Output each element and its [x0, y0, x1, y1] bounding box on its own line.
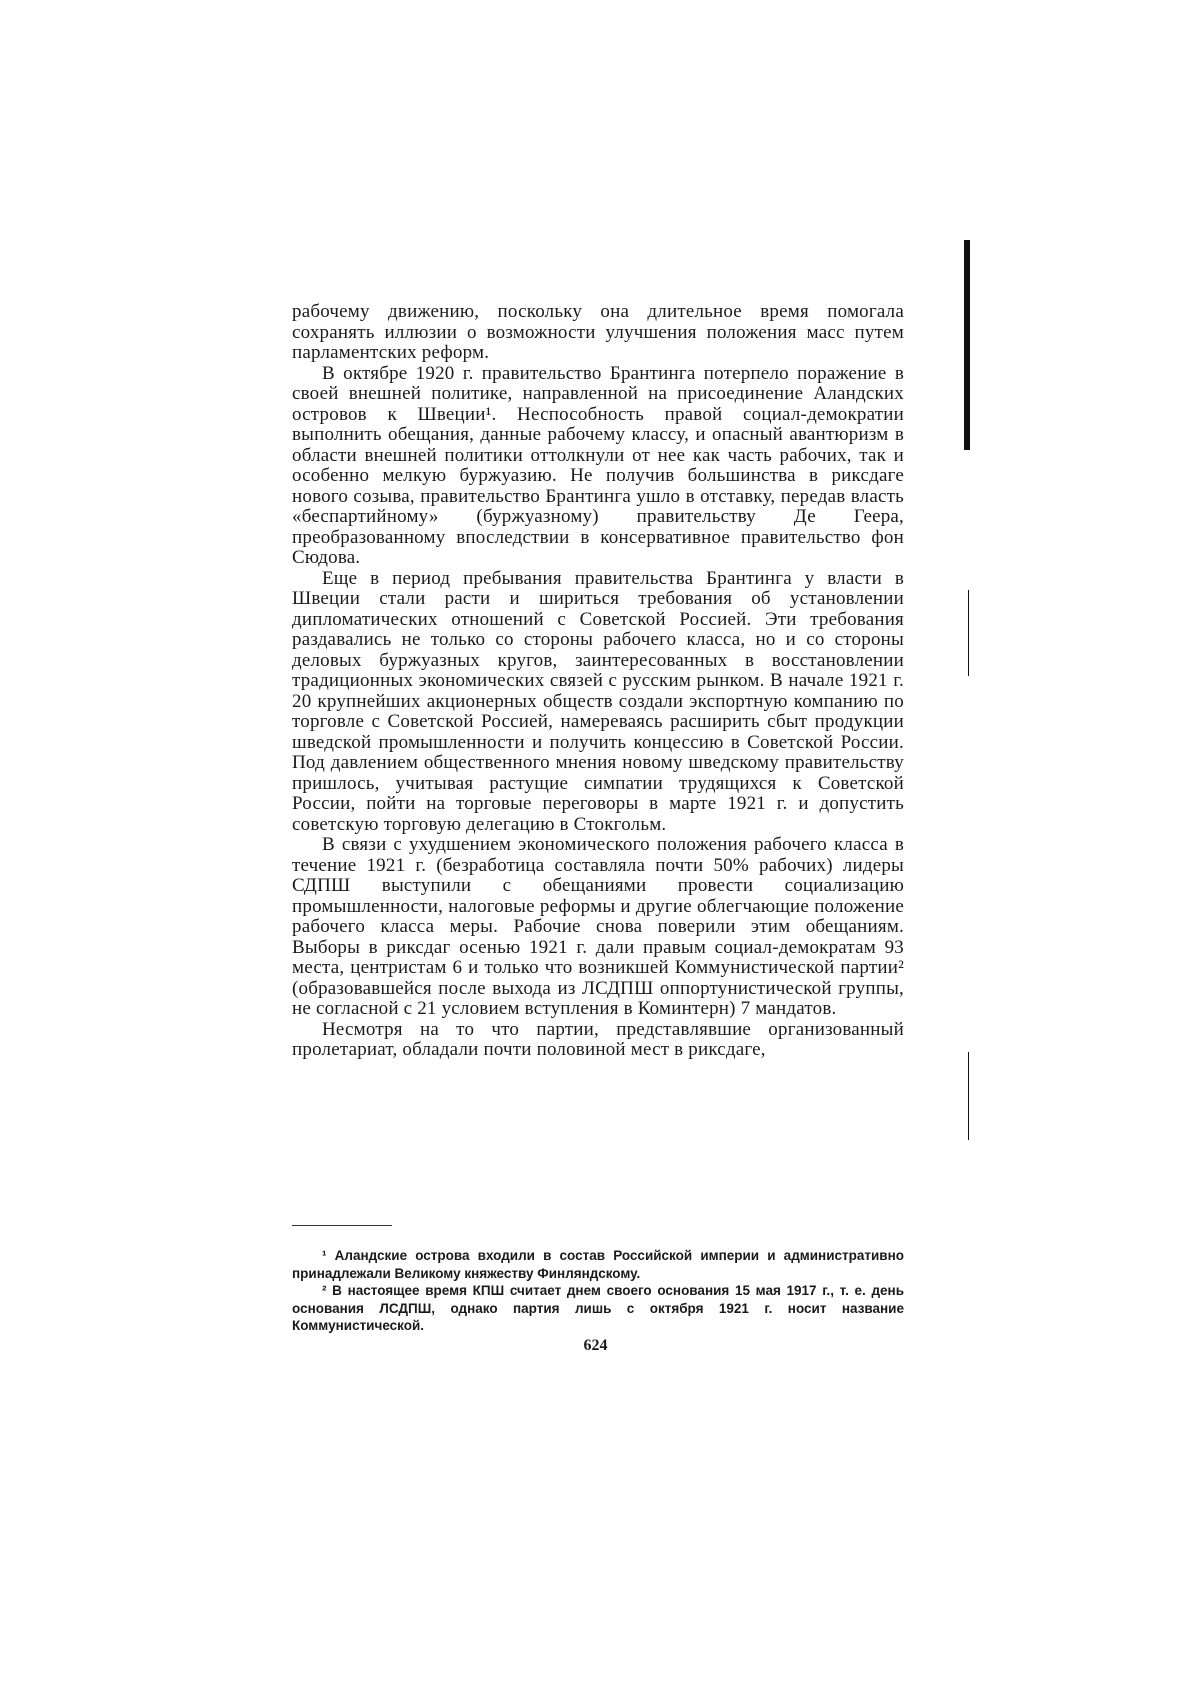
paragraph: Несмотря на то что партии, представлявшие организованный пролетариат, обладали почти половиной мест в риксдаге, [292, 1018, 904, 1060]
paragraph: В октябре 1920 г. правительство Брантинга потерпело поражение в своей внешней политике, направленной на присоединение Аландских островов к Швеции¹. Неспособность правой социал-демократии выполнить обещания, данные рабочему классу, и опасный авантюризм в области внешней политики оттолкнули от нее как часть рабочих, так и особенно мелкую буржуазию. Не получив большинства в риксдаге нового созыва, правительство Брантинга ушло в отставку, передав власть «беспартийному» (буржуазному) правительству Де Геера, преобразованному впоследствии в консервативное правительство фон Сюдова. [292, 362, 904, 568]
margin-line [968, 1052, 969, 1140]
margin-bar [964, 240, 970, 450]
footnote-divider [292, 1225, 392, 1226]
footnote: ² В настоящее время КПШ считает днем своего основания 15 мая 1917 г., т. е. день основания ЛСДПШ, однако партия лишь с октября 1921 г. носит название Коммунистической. [292, 1283, 904, 1333]
footnote: ¹ Аландские острова входили в состав Российской империи и административно принадлежали Великому княжеству Финляндскому. [292, 1248, 904, 1281]
paragraph: В связи с ухудшением экономического положения рабочего класса в течение 1921 г. (безработица составляла почти 50% рабочих) лидеры СДПШ выступили с обещаниями провести социализацию промышленности, налоговые реформы и другие облегчающие положение рабочего класса меры. Рабочие снова поверили этим обещаниям. Выборы в риксдаг осенью 1921 г. дали правым социал-демократам 93 места, центристам 6 и только что возникшей Коммунистической партии² (образовавшейся после выхода из ЛСДПШ оппортунистической группы, не согласной с 21 условием вступления в Коминтерн) 7 мандатов. [292, 834, 904, 1019]
main-text [292, 302, 904, 1061]
margin-line [968, 590, 969, 676]
page-number: 624 [583, 1337, 608, 1354]
paragraph: рабочему движению, поскольку она длительное время помогала сохранять иллюзии о возможности улучшения положения масс путем парламентских реформ. [292, 301, 904, 363]
footnotes [292, 1247, 904, 1335]
paragraph: Еще в период пребывания правительства Брантинга у власти в Швеции стали расти и шириться требования об установлении дипломатических отношений с Советской Россией. Эти требования раздавались не только со стороны рабочего класса, но и со стороны деловых буржуазных кругов, заинтересованных в восстановлении традиционных экономических связей с русским рынком. В начале 1921 г. 20 крупнейших акционерных обществ создали экспортную компанию по торговле с Советской Россией, намереваясь расширить сбыт продукции шведской промышленности и получить концессию в Советской России. Под давлением общественного мнения новому шведскому правительству пришлось, учитывая растущие симпатии трудящихся к Советской России, пойти на торговые переговоры в марте 1921 г. и допустить советскую торговую делегацию в Стокгольм. [292, 567, 904, 835]
